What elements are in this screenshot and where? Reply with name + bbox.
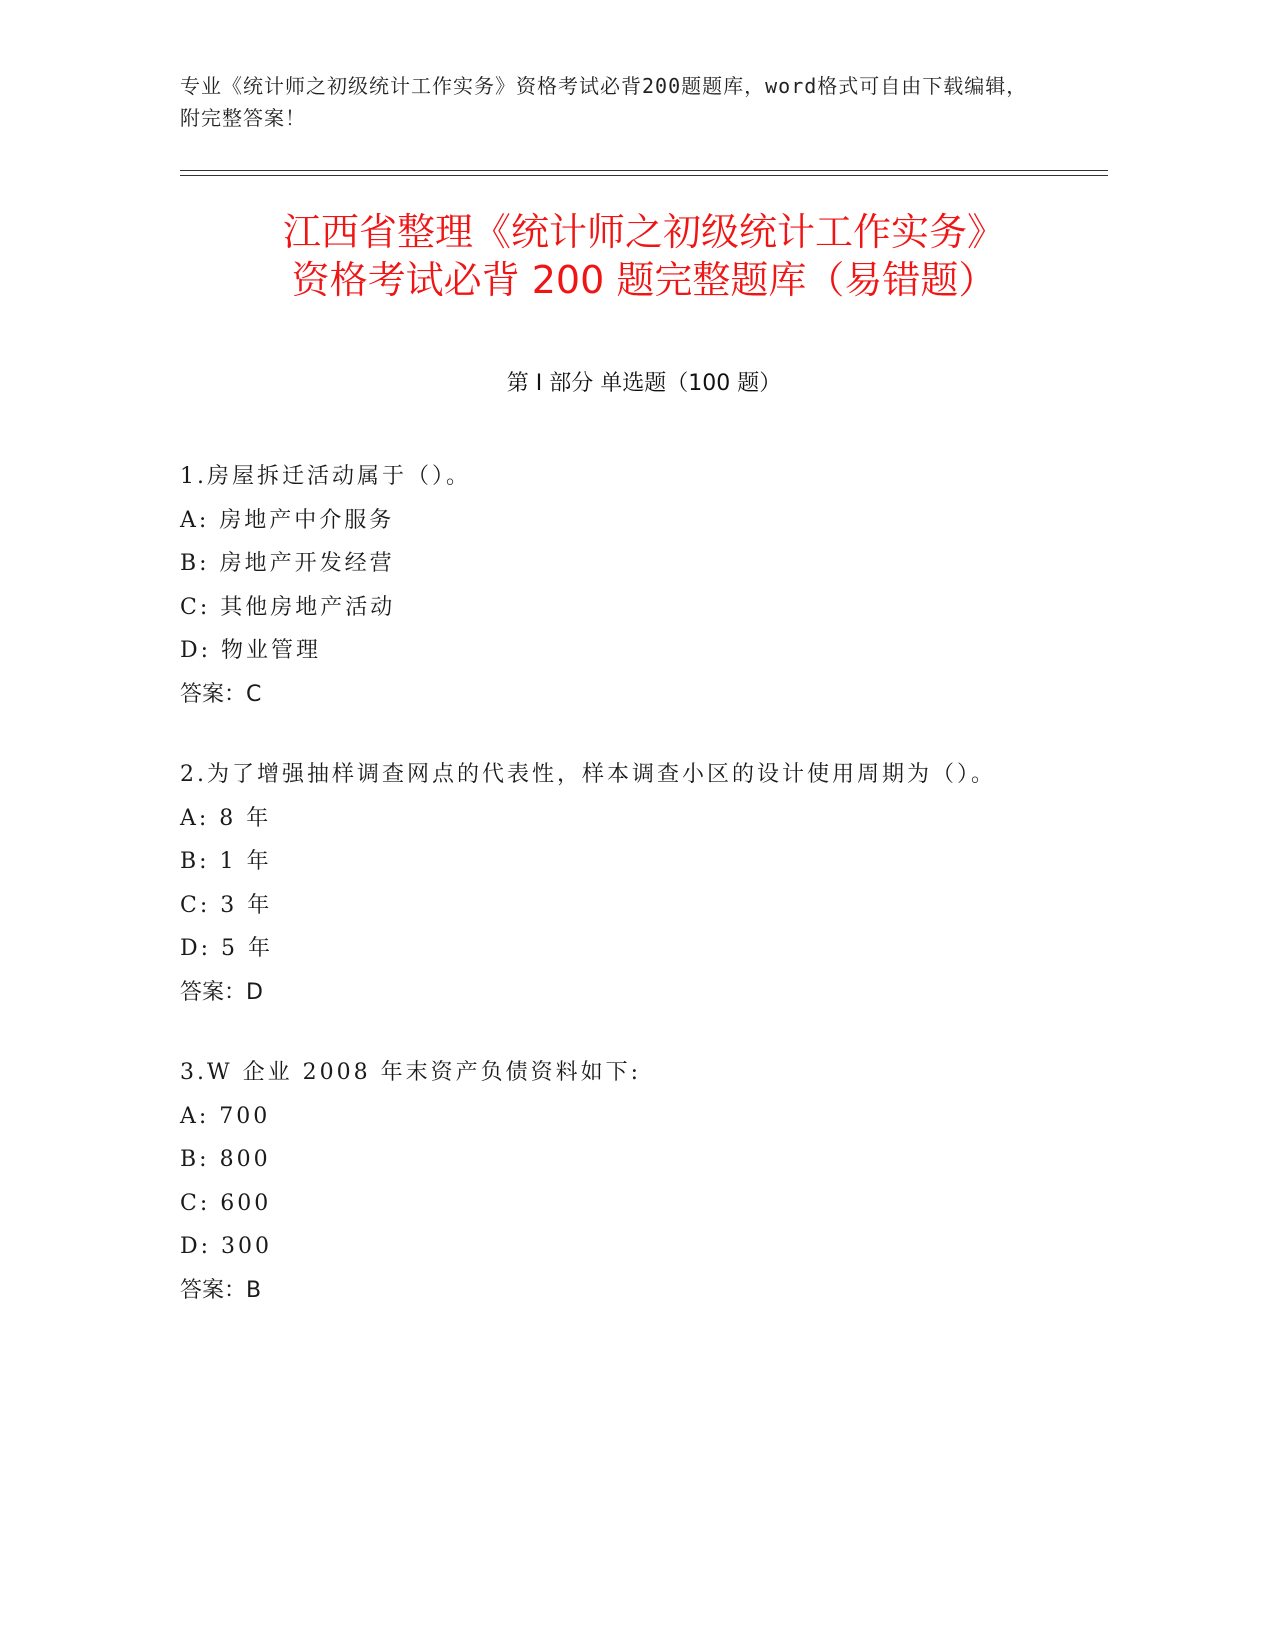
option-d: D: 5 年 — [180, 936, 274, 961]
section-title: 第 I 部分 单选题（100 题） — [506, 371, 782, 396]
question-3 — [180, 1051, 1108, 1312]
document-title — [180, 208, 1108, 304]
option-a: A: 700 — [180, 1103, 271, 1129]
option-a: A: 房地产中介服务 — [180, 507, 395, 533]
answer: 答案：C — [180, 681, 262, 707]
document-title-line-1: 江西省整理《统计师之初级统计工作实务》 — [282, 210, 1005, 254]
document-title-line-2: 资格考试必背 200 题完整题库（易错题） — [291, 258, 997, 302]
option-c: C: 3 年 — [180, 892, 273, 918]
header-note: 专业《统计师之初级统计工作实务》资格考试必背200题题库，word格式可自由下载编辑，附完整答案！ — [180, 74, 1028, 130]
question-list — [180, 455, 1108, 1349]
option-c: C: 其他房地产活动 — [180, 594, 396, 620]
answer: 答案：D — [180, 979, 263, 1005]
question-1 — [180, 455, 1108, 716]
option-b: B: 房地产开发经营 — [180, 551, 395, 576]
option-a: A: 8 年 — [180, 805, 272, 831]
question-text: 3.W 企业 2008 年末资产负债资料如下: — [180, 1060, 641, 1085]
answer: 答案：B — [180, 1277, 262, 1303]
question-text: 1.房屋拆迁活动属于（）。 — [180, 464, 471, 489]
question-2 — [180, 753, 1108, 1014]
option-b: B: 800 — [180, 1147, 271, 1172]
question-text: 2.为了增强抽样调查网点的代表性，样本调查小区的设计使用周期为（）。 — [180, 762, 996, 787]
option-d: D: 300 — [180, 1234, 273, 1259]
option-b: B: 1 年 — [180, 849, 272, 874]
option-c: C: 600 — [180, 1190, 272, 1216]
header-divider — [180, 170, 1108, 176]
option-d: D: 物业管理 — [180, 638, 322, 663]
